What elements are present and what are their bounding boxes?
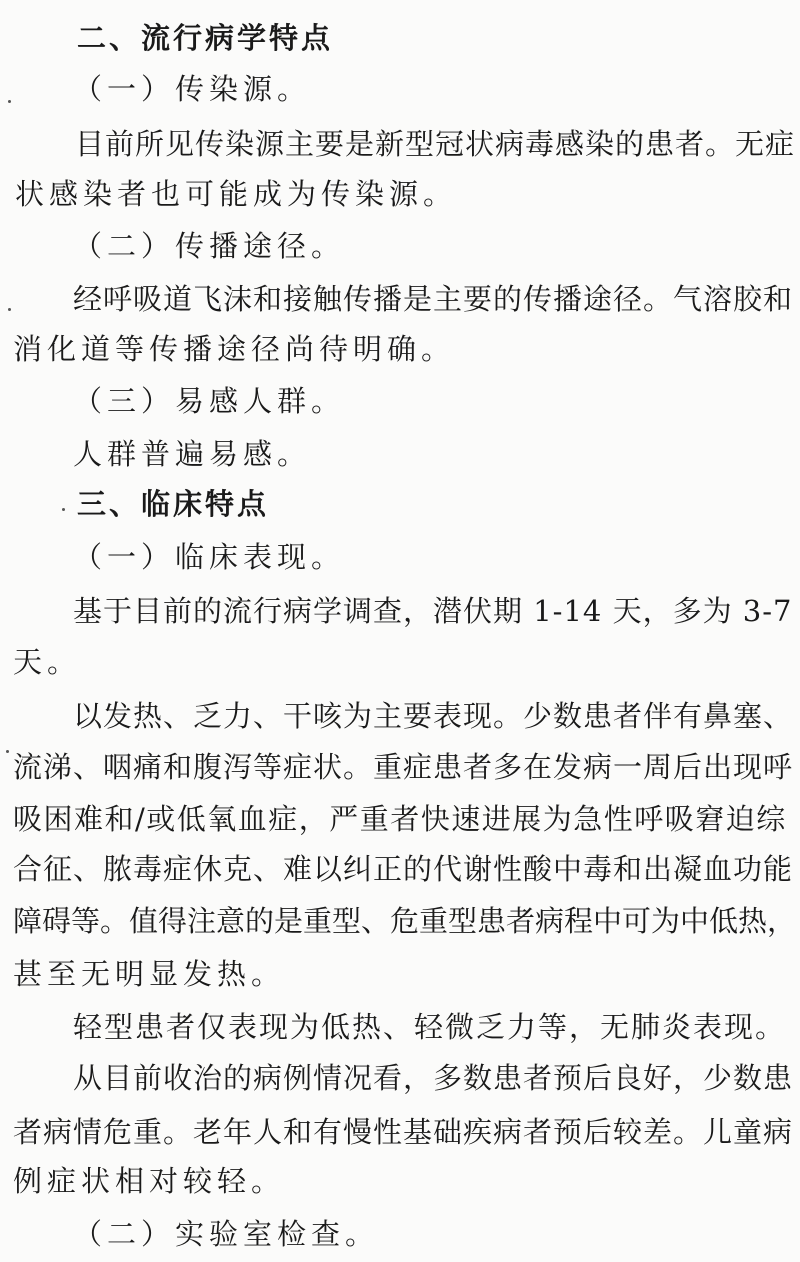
subheading-laboratory-tests: （二）实验室检查。 — [73, 1217, 380, 1251]
scan-speck — [8, 100, 11, 103]
section-heading-epidemiology: 二、流行病学特点 — [77, 21, 334, 55]
paragraph-line: 吸困难和/或低氧血症，严重者快速进展为急性呼吸窘迫综 — [13, 802, 787, 836]
paragraph-line: 流涕、咽痛和腹泻等症状。重症患者多在发病一周后出现呼 — [13, 750, 794, 784]
paragraph-line: 经呼吸道飞沫和接触传播是主要的传播途径。气溶胶和 — [73, 282, 794, 316]
paragraph-line: 天。 — [13, 645, 82, 679]
subheading-susceptible-population: （三）易感人群。 — [73, 384, 346, 418]
paragraph-line: 以发热、乏力、干咳为主要表现。少数患者伴有鼻塞、 — [73, 699, 794, 733]
paragraph-line: 状感染者也可能成为传染源。 — [15, 177, 458, 211]
paragraph-line: 目前所见传染源主要是新型冠状病毒感染的患者。无症 — [75, 127, 796, 161]
subheading-infection-source: （一）传染源。 — [73, 72, 312, 106]
scan-speck — [62, 508, 65, 511]
paragraph-line: 人群普遍易感。 — [73, 437, 312, 471]
paragraph-line: 轻型患者仅表现为低热、轻微乏力等，无肺炎表现。 — [73, 1010, 787, 1044]
paragraph-line: 者病情危重。老年人和有慢性基础疾病者预后较差。儿童病 — [13, 1115, 794, 1149]
subheading-transmission-route: （二）传播途径。 — [73, 229, 346, 263]
paragraph-line: 障碍等。值得注意的是重型、危重型患者病程中可为中低热， — [13, 904, 797, 938]
paragraph-line: 消化道等传播途径尚待明确。 — [13, 332, 456, 366]
subheading-clinical-manifestation: （一）临床表现。 — [73, 540, 346, 574]
scan-speck — [8, 308, 11, 311]
paragraph-line: 例症状相对较轻。 — [13, 1164, 286, 1198]
paragraph-line: 基于目前的流行病学调查，潜伏期 1-14 天，多为 3-7 — [73, 594, 793, 628]
paragraph-line: 合征、脓毒症休克、难以纠正的代谢性酸中毒和出凝血功能 — [13, 852, 794, 886]
paragraph-line: 甚至无明显发热。 — [13, 957, 286, 991]
section-heading-clinical-features: 三、临床特点 — [77, 487, 270, 521]
paragraph-line: 从目前收治的病例情况看，多数患者预后良好，少数患 — [73, 1061, 794, 1095]
scan-speck — [6, 750, 9, 753]
